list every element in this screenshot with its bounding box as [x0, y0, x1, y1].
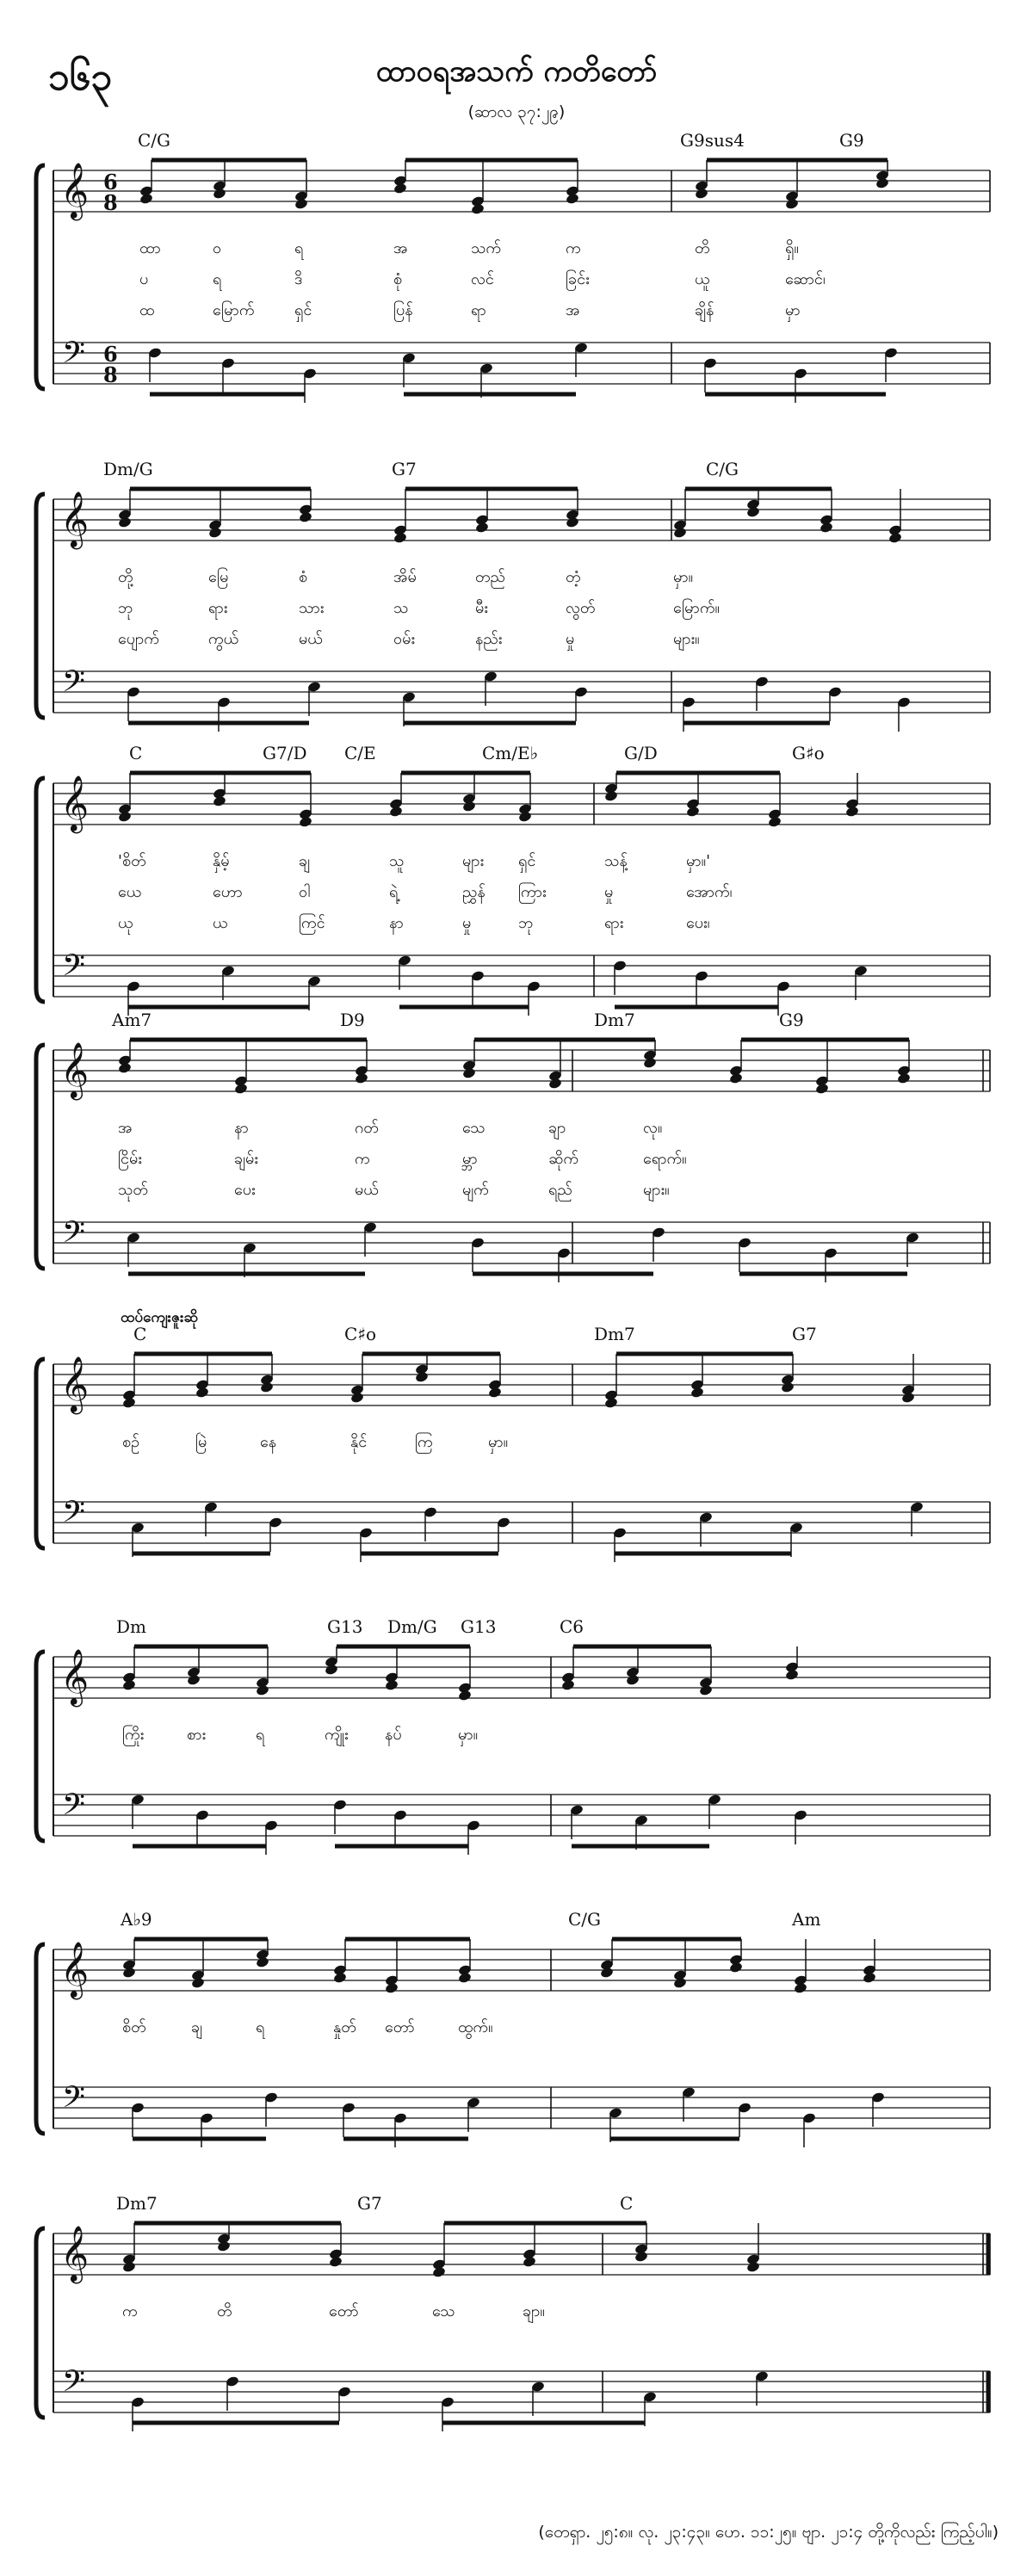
bass-clef-icon: 𝄢 — [62, 2079, 86, 2122]
lyric-syllable: က — [355, 1150, 370, 1168]
lyric-syllable: ရည် — [548, 1181, 572, 1199]
page-number: ၁၆၃ — [48, 55, 113, 99]
lyric-syllable: မှာ။ — [488, 1433, 509, 1451]
treble-clef-icon: 𝄞 — [60, 1942, 90, 1998]
lyric-syllable: ဂတ် — [355, 1119, 379, 1137]
lyric-syllable: မှု — [566, 630, 575, 648]
chord-symbol: C/G — [706, 459, 739, 479]
note-head — [875, 177, 890, 189]
note-head — [888, 532, 903, 544]
chord-symbol: Dm/G — [387, 1616, 437, 1637]
lyric-syllable: ကွယ် — [208, 630, 239, 648]
lyric-syllable: ယ — [213, 914, 228, 932]
lyric-syllable: တံ့ — [566, 568, 581, 586]
lyric-syllable: နပ် — [385, 1726, 402, 1744]
lyric-syllable: စုံ — [393, 270, 403, 288]
note-head — [690, 1387, 705, 1399]
chord-symbol: Dm — [116, 1616, 146, 1637]
note-head — [604, 790, 619, 802]
lyric-syllable: ရောက်။ — [643, 1150, 687, 1168]
note-head — [845, 806, 860, 818]
system-bracket — [36, 1359, 45, 1548]
lyric-syllable: နေ — [260, 1433, 277, 1451]
lyric-syllable: မြေ — [208, 568, 229, 586]
note-head — [350, 1392, 365, 1404]
lyric-syllable: တို့ — [118, 568, 133, 586]
note-head — [329, 2256, 343, 2268]
lyric-syllable: အောက်၊ — [686, 883, 733, 901]
lyric-syllable: များ။ — [673, 630, 700, 648]
chord-symbol: C♯o — [344, 1324, 377, 1344]
lyric-syllable: ရ — [294, 239, 304, 257]
note-head — [785, 198, 800, 210]
lyric-syllable: နာ — [234, 1119, 249, 1137]
lyric-syllable: က — [566, 239, 581, 257]
system-bracket — [36, 494, 45, 718]
time-signature-numerator: 6 — [103, 342, 118, 367]
note-head — [385, 1679, 399, 1691]
lyric-syllable: မီး — [475, 599, 488, 617]
lyric-syllable: အ — [118, 1119, 133, 1137]
chord-symbol: G9 — [839, 130, 864, 151]
lyric-syllable: ဘု — [518, 914, 534, 932]
lyric-syllable: မျက် — [462, 1181, 489, 1199]
chord-symbol: Dm/G — [103, 459, 153, 479]
note-head — [260, 1381, 275, 1393]
note-head — [626, 1674, 640, 1686]
chord-symbol: C/G — [138, 130, 171, 151]
lyric-syllable: ရှင် — [294, 301, 312, 319]
chord-symbol: G13 — [461, 1616, 497, 1637]
note-head — [195, 1387, 210, 1399]
time-signature-numerator: 6 — [103, 170, 118, 195]
lyric-syllable: နည်း — [475, 630, 503, 648]
note-head — [191, 1977, 206, 1989]
chord-symbol: C — [620, 2193, 634, 2214]
lyric-syllable: နှိမ့် — [213, 852, 230, 870]
lyric-syllable: မှု — [462, 914, 472, 932]
chord-symbol: C/G — [568, 1909, 602, 1930]
note-head — [432, 2266, 447, 2278]
note-head — [118, 516, 133, 528]
chord-symbol: Cm/E♭ — [482, 743, 539, 763]
lyric-syllable: ဝ — [213, 239, 222, 257]
lyric-syllable: 'စိတ် — [118, 852, 146, 870]
note-head — [746, 2261, 761, 2273]
lyric-syllable: ပျောက် — [118, 630, 159, 648]
note-head — [299, 511, 313, 523]
lyric-syllable: နှုတ် — [333, 2018, 356, 2036]
system-bracket — [36, 1652, 45, 1841]
chord-symbol: G9 — [779, 1010, 804, 1030]
note-head — [118, 1062, 133, 1074]
lyric-syllable: သ — [393, 599, 409, 617]
lyric-syllable: ငြိမ်း — [118, 1150, 142, 1168]
lyric-syllable: နာ — [389, 914, 404, 932]
lyric-syllable: မှာ။ — [458, 1726, 479, 1744]
note-head — [523, 2256, 537, 2268]
lyric-syllable: တော် — [385, 2018, 415, 2036]
lyric-syllable: သက် — [471, 239, 502, 257]
note-head — [299, 816, 313, 828]
lyric-syllable: ကျိုး — [325, 1726, 349, 1744]
lyric-syllable: တိ — [217, 2302, 232, 2320]
lyric-syllable: ချ — [299, 852, 310, 870]
note-head — [217, 2240, 232, 2252]
lyric-syllable: စဉ် — [122, 1433, 140, 1451]
note-head — [488, 1387, 503, 1399]
lyric-syllable: တည် — [475, 568, 505, 586]
lyric-syllable: သေ — [432, 2302, 455, 2320]
lyric-syllable: ပေး — [234, 1181, 256, 1199]
lyric-syllable: နိုင် — [350, 1433, 368, 1451]
note-head — [139, 193, 154, 205]
bass-clef-icon: 𝄢 — [62, 335, 86, 377]
lyric-syllable: မြောက်။ — [673, 599, 720, 617]
chord-symbol: Dm7 — [116, 2193, 158, 2214]
note-head — [634, 2251, 649, 2263]
chord-symbol: C/E — [344, 743, 376, 763]
note-head — [325, 1664, 339, 1676]
lyric-syllable: ညွှန် — [462, 883, 486, 901]
chord-symbol: G9sus4 — [680, 130, 745, 151]
chord-symbol: G13 — [327, 1616, 363, 1637]
note-head — [458, 1972, 473, 1984]
note-head — [355, 1072, 369, 1084]
treble-clef-icon: 𝄞 — [60, 775, 90, 831]
chord-symbol: G7 — [357, 2193, 382, 2214]
note-head — [475, 522, 490, 534]
note-head — [695, 188, 709, 200]
lyric-syllable: ကြား — [518, 883, 547, 901]
note-head — [699, 1684, 714, 1696]
note-head — [548, 1078, 563, 1090]
chord-symbol: Dm7 — [594, 1010, 635, 1030]
system-bracket — [36, 1045, 45, 1269]
note-head — [385, 1982, 399, 1994]
lyric-syllable: ပြန် — [393, 301, 413, 319]
lyric-syllable: များ — [462, 852, 485, 870]
lyric-syllable: ဆိုက် — [548, 1150, 579, 1168]
lyric-syllable: မြောက် — [213, 301, 255, 319]
lyric-syllable: သူ — [389, 852, 405, 870]
hymn-title: ထာဝရအသက် ကတိတော် — [375, 54, 658, 89]
treble-clef-icon: 𝄞 — [60, 1356, 90, 1412]
note-head — [462, 800, 477, 812]
note-head — [815, 1083, 830, 1095]
lyric-syllable: လင် — [471, 270, 494, 288]
note-head — [213, 795, 227, 807]
lyric-syllable: ဆောင်၊ — [785, 270, 826, 288]
lyric-syllable: တော် — [329, 2302, 359, 2320]
note-head — [897, 1072, 912, 1084]
note-head — [566, 193, 580, 205]
lyric-syllable: မှာ။' — [686, 852, 711, 870]
note-head — [600, 1967, 615, 1979]
lyric-syllable: မြဲ — [195, 1433, 207, 1451]
note-head — [643, 1057, 658, 1069]
note-head — [729, 1961, 744, 1974]
lyric-syllable: ချာ — [548, 1119, 566, 1137]
lyric-syllable: ဝါ — [299, 883, 311, 901]
treble-clef-icon: 𝄞 — [60, 2226, 90, 2282]
chord-symbol: Am7 — [112, 1010, 152, 1030]
footer-references: (တေရှာ. ၂၅:၈။ လု. ၂၃:၄၃။ ဟေ. ၁၁:၂၅။ ဗျာ. ၂၁:၄ တို့ကိုလည်း ကြည့်ပါ။) — [538, 2523, 999, 2542]
note-head — [518, 811, 533, 823]
lyric-syllable: သား — [299, 599, 325, 617]
bass-clef-icon: 𝄢 — [62, 1494, 86, 1536]
note-head — [122, 1967, 137, 1979]
note-head — [863, 1972, 877, 1984]
lyric-syllable: စား — [187, 1726, 207, 1744]
system-bracket — [36, 165, 45, 389]
lyric-syllable: ရ — [256, 1726, 265, 1744]
lyric-syllable: ချ — [191, 2018, 202, 2036]
note-head — [561, 1679, 576, 1691]
bass-clef-icon: 𝄢 — [62, 948, 86, 990]
chord-symbol: C — [133, 1324, 147, 1344]
lyric-syllable: ထ — [139, 301, 155, 319]
treble-clef-icon: 𝄞 — [60, 491, 90, 547]
lyric-syllable: ရား — [604, 914, 624, 932]
bass-clef-icon: 𝄢 — [62, 2363, 86, 2406]
note-head — [393, 182, 408, 195]
lyric-syllable: ထွက်။ — [458, 2018, 493, 2036]
time-signature-denominator: 8 — [103, 190, 118, 215]
lyric-syllable: မှု — [604, 883, 614, 901]
note-head — [901, 1392, 916, 1404]
note-head — [673, 1977, 688, 1989]
note-head — [294, 198, 309, 210]
lyric-syllable: ထာ — [139, 239, 161, 257]
lyric-syllable: ရာ — [471, 301, 486, 319]
chord-symbol: G7/D — [263, 743, 307, 763]
lyric-syllable: အိမ် — [393, 568, 417, 586]
lyric-syllable: ယု — [118, 914, 133, 932]
time-signature-denominator: 8 — [103, 362, 118, 387]
lyric-syllable: ချမ်း — [234, 1150, 258, 1168]
lyric-syllable: ယေ — [118, 883, 142, 901]
note-head — [458, 1690, 473, 1702]
lyric-syllable: ချိန် — [695, 301, 714, 319]
chord-symbol: Dm7 — [594, 1324, 635, 1344]
lyric-syllable: ဘု — [118, 599, 133, 617]
note-head — [256, 1684, 270, 1696]
chord-symbol: A♭9 — [121, 1909, 152, 1930]
lyric-syllable: မှာ — [785, 301, 801, 319]
note-head — [208, 527, 223, 539]
lyric-syllable: အ — [393, 239, 408, 257]
chord-symbol: G♯o — [792, 743, 825, 763]
note-head — [213, 188, 227, 200]
system-bracket — [36, 1944, 45, 2134]
bass-clef-icon: 𝄢 — [62, 1214, 86, 1257]
note-head — [794, 1982, 808, 1994]
note-head — [393, 532, 408, 544]
lyric-syllable: မယ် — [355, 1181, 379, 1199]
chord-symbol: G/D — [624, 743, 658, 763]
chord-symbol: C — [129, 743, 143, 763]
note-head — [118, 811, 133, 823]
chord-symbol: C6 — [560, 1616, 585, 1637]
lyric-syllable: ချာ။ — [523, 2302, 545, 2320]
note-head — [729, 1072, 744, 1084]
lyric-syllable: များ။ — [643, 1181, 670, 1199]
bass-clef-icon: 𝄢 — [62, 1787, 86, 1829]
note-head — [122, 2261, 137, 2273]
note-head — [768, 816, 782, 828]
lyric-syllable: စိတ် — [122, 2018, 146, 2036]
lyric-syllable: ယူ — [695, 270, 710, 288]
lyric-syllable: ဒိ — [294, 270, 303, 288]
note-head — [673, 527, 688, 539]
lyric-syllable: ဟော — [213, 883, 243, 901]
lyric-syllable: စံ — [299, 568, 308, 586]
note-head — [566, 516, 580, 528]
lyric-syllable: လွတ် — [566, 599, 596, 617]
lyric-syllable: ရ — [256, 2018, 265, 2036]
treble-clef-icon: 𝄞 — [60, 1042, 90, 1098]
lyric-syllable: လု။ — [643, 1119, 663, 1137]
note-head — [820, 522, 834, 534]
treble-clef-icon: 𝄞 — [60, 163, 90, 219]
lyric-syllable: သေ — [462, 1119, 486, 1137]
lyric-syllable: သန့် — [604, 852, 628, 870]
system-bracket — [36, 2228, 45, 2418]
note-head — [234, 1083, 249, 1095]
note-head — [604, 1397, 619, 1409]
lyric-syllable: ရဲ့ — [389, 883, 399, 901]
lyric-syllable: ရှင် — [518, 852, 536, 870]
note-head — [686, 806, 701, 818]
lyric-syllable: ရ — [213, 270, 222, 288]
lyric-syllable: ရား — [208, 599, 228, 617]
scripture-reference: (ဆာလ ၃၇:၂၉) — [467, 102, 566, 121]
lyric-syllable: ကြ — [415, 1433, 433, 1451]
note-head — [781, 1381, 795, 1393]
note-head — [256, 1956, 270, 1968]
lyric-syllable: ပ — [139, 270, 149, 288]
lyric-syllable: ရှိ။ — [785, 239, 799, 257]
note-head — [122, 1397, 137, 1409]
lyric-syllable: မ္ဘာ — [462, 1150, 478, 1168]
lyric-syllable: က — [122, 2302, 138, 2320]
lyric-syllable: ပေး၊ — [686, 914, 710, 932]
lyric-syllable: ကြင် — [299, 914, 325, 932]
system-bracket — [36, 778, 45, 1002]
lyric-syllable: ကြိုး — [122, 1726, 145, 1744]
chord-symbol: G7 — [392, 459, 417, 479]
note-head — [333, 1972, 348, 1984]
note-head — [462, 1067, 477, 1079]
chord-symbol: G7 — [792, 1324, 817, 1344]
lyric-syllable: ဝမ်း — [393, 630, 415, 648]
section-label: ထပ်ကျေးဇူးဆို — [121, 1309, 198, 1326]
note-head — [389, 806, 404, 818]
note-head — [785, 1669, 800, 1681]
note-head — [122, 1679, 137, 1691]
lyric-syllable: ခြင်း — [566, 270, 590, 288]
bass-clef-icon: 𝄢 — [62, 664, 86, 706]
chord-symbol: Am — [792, 1909, 821, 1930]
note-head — [746, 506, 761, 518]
chord-symbol: D9 — [340, 1010, 365, 1030]
note-head — [187, 1674, 201, 1686]
note-head — [471, 203, 486, 215]
lyric-syllable: မှာ။ — [673, 568, 694, 586]
lyric-syllable: သုတ် — [118, 1181, 148, 1199]
lyric-syllable: အ — [566, 301, 580, 319]
lyric-syllable: တိ — [695, 239, 710, 257]
note-head — [415, 1371, 430, 1383]
lyric-syllable: မယ် — [299, 630, 323, 648]
treble-clef-icon: 𝄞 — [60, 1649, 90, 1705]
